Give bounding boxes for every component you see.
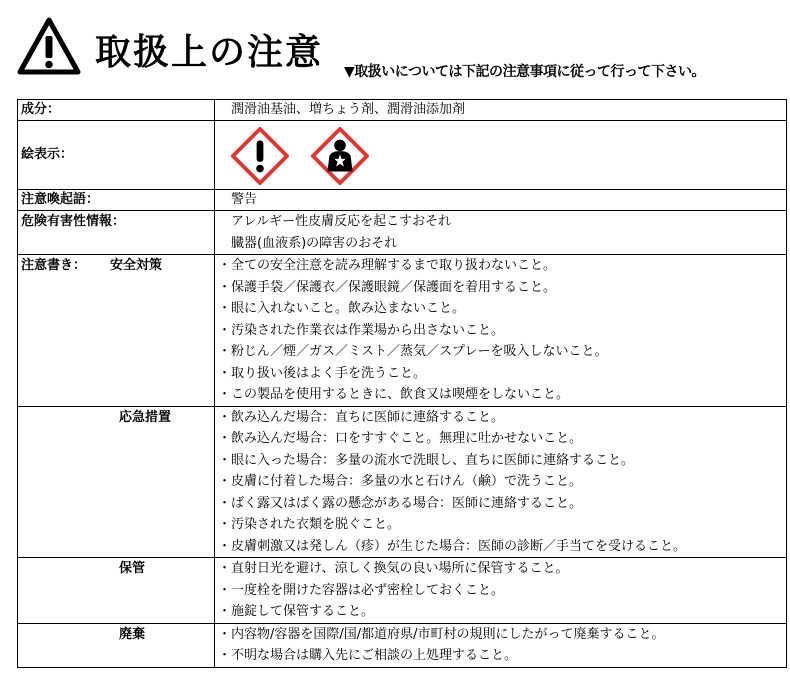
storage-list [215,558,787,624]
disposal-label-cell [18,623,215,667]
table-row [18,100,787,121]
list-item: ・全ての安全注意を読み理解するまで取り扱わないこと。 [218,258,557,273]
hazard-cell [215,211,787,255]
list-item: ・汚染された衣類を脱ぐこと。 [218,517,401,532]
table-row [18,558,787,624]
pictogram-cell [215,121,787,190]
precaution-label: 注意書き： [21,258,87,273]
signal-word-label: 注意喚起語： [18,190,215,211]
table-row [18,211,787,255]
disposal-list [215,623,787,667]
hazard-line: アレルギー性皮膚反応を起こすおそれ [231,214,452,229]
list-item: ・皮膚に付着した場合：多量の水と石けん（鹸）で洗うこと。 [218,474,583,489]
list-item: ・この製品を使用するときに、飲食又は喫煙をしないこと。 [218,387,570,402]
warning-triangle-icon [17,16,81,76]
list-item: ・飲み込んだ場合：直ちに医師に連絡すること。 [218,409,505,425]
list-item: ・粉じん／煙／ガス／ミスト／蒸気／スプレーを吸入しないこと。 [218,344,608,359]
storage-label: 保管 [119,561,146,576]
precaution-table [17,99,787,668]
disposal-label: 廃棄 [119,626,146,642]
table-row [18,406,787,558]
list-item: ・取り扱い後はよく手を洗うこと。 [218,365,427,381]
list-item: ・内容物/容器を国際/国/都道府県/市町村の規則にしたがって廃棄すること。 [218,626,665,642]
emergency-label-cell [18,406,215,558]
list-item: ・施錠して保管すること。 [218,604,375,619]
list-item: ・眼に入った場合：多量の流水で洗眼し、直ちに医師に連絡すること。 [218,452,635,468]
signal-word-value: 警告 [215,190,787,211]
table-row [18,121,787,190]
page-subtitle: ▼取扱いについては下記の注意事項に従って行って下さい。 [344,64,705,80]
page-title: 取扱上の注意 [95,32,324,73]
ghs-health-hazard-icon [311,127,369,185]
list-item: ・保護手袋／保護衣／保護眼鏡／保護面を着用すること。 [218,279,557,295]
hazard-line: 臓器(血液系)の障害のおそれ [231,235,398,251]
list-item: ・眼に入れないこと。飲み込まないこと。 [218,301,466,316]
list-item: ・皮膚刺激又は発しん（疹）が生じた場合：医師の診断／手当てを受けること。 [218,538,687,554]
ghs-exclamation-mark-icon [231,127,289,185]
storage-label-cell [18,558,215,624]
table-row [18,623,787,667]
pictogram-label: 絵表示： [18,121,215,190]
list-item: ・一度栓を開けた容器は必ず密栓しておくこと。 [218,582,505,598]
table-row [18,190,787,211]
emergency-list [215,406,787,558]
ingredients-value: 潤滑油基油、増ちょう剤、潤滑油添加剤 [215,100,787,121]
table-row [18,255,787,407]
list-item: ・汚染された作業衣は作業場から出さないこと。 [218,322,505,338]
safety-measures-label: 安全対策 [110,258,163,273]
precaution-safety-label [18,255,215,407]
emergency-label: 応急措置 [119,409,172,425]
safety-measures-list [215,255,787,407]
list-item: ・不明な場合は購入先にご相談の上処理すること。 [218,648,518,663]
hazard-label [18,211,215,255]
list-item: ・直射日光を避け、涼しく換気の良い場所に保管すること。 [218,561,569,576]
list-item: ・ばく露又はばく露の懸念がある場合：医師に連絡すること。 [218,495,583,511]
ingredients-label: 成分： [18,100,215,121]
header [17,8,787,78]
list-item: ・飲み込んだ場合：口をすすぐこと。無理に吐かせないこと。 [218,431,583,446]
hazard-label-text: 危険有害性情報： [21,214,126,229]
